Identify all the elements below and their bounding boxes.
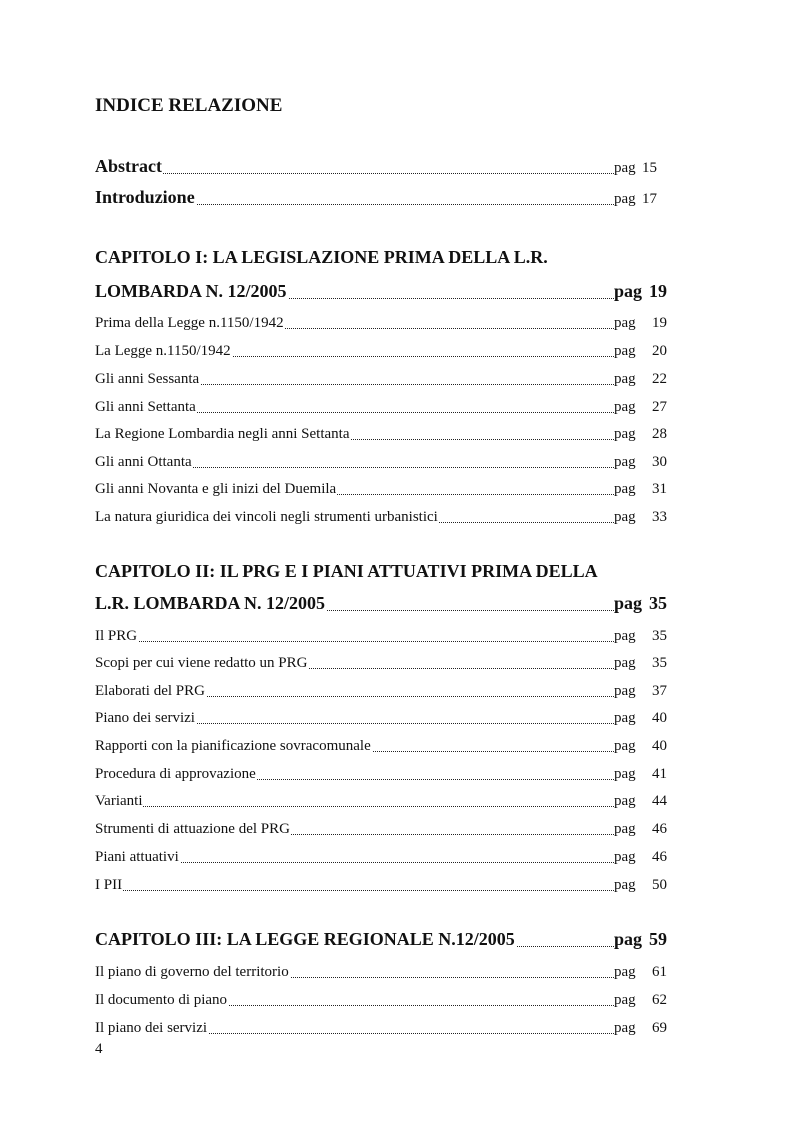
toc-entry-label: La natura giuridica dei vincoli negli strumenti urbanistici [95, 509, 438, 525]
toc-entry-number: 15 [642, 160, 657, 176]
toc-entry-pag: pag [614, 399, 636, 415]
toc-entry-number: 35 [652, 655, 667, 671]
toc-entry-pag: pag [614, 281, 643, 301]
toc-entry-number: 40 [652, 710, 667, 726]
toc-entry [95, 816, 667, 838]
toc-entry-pag: pag [614, 766, 636, 782]
toc-entry [95, 623, 667, 645]
toc-entry [95, 449, 667, 471]
toc-entry [95, 1015, 667, 1037]
dot-leader [95, 890, 614, 891]
toc-entry-label: Varianti [95, 793, 143, 809]
dot-leader [95, 641, 614, 642]
toc-entry-pag: pag [614, 426, 636, 442]
toc-entry-label: Il piano di governo del territorio [95, 964, 289, 980]
toc-entry-label: I PII [95, 877, 123, 893]
toc-entry-pag: pag [614, 1020, 636, 1036]
toc-entry-number: 61 [652, 964, 667, 980]
chapter-2-title-line2: L.R. LOMBARDA N. 12/2005 [95, 593, 326, 613]
toc-entry-pag: pag [614, 929, 643, 949]
toc-entry [95, 338, 667, 360]
toc-entry-number: 35 [649, 593, 667, 613]
toc-entry [95, 366, 667, 388]
toc-entry-label: Il PRG [95, 628, 138, 644]
toc-entry-number: 22 [652, 371, 667, 387]
toc-entry-pag: pag [614, 160, 636, 176]
toc-entry-pag: pag [614, 793, 636, 809]
toc-entry-label: La Legge n.1150/1942 [95, 343, 231, 359]
toc-entry [95, 705, 667, 727]
toc-entry-number: 19 [649, 281, 667, 301]
toc-entry-number: 37 [652, 683, 667, 699]
toc-entry [95, 788, 667, 810]
toc-entry-number: 20 [652, 343, 667, 359]
toc-entry-pag: pag [614, 992, 636, 1008]
toc-entry-pag: pag [614, 315, 636, 331]
toc-entry-number: 44 [652, 793, 667, 809]
toc-entry [95, 761, 667, 783]
toc-entry [95, 476, 667, 498]
toc-entry-pag: pag [614, 738, 636, 754]
toc-entry-introduzione [95, 186, 667, 208]
dot-leader [95, 806, 614, 807]
toc-entry-number: 46 [652, 849, 667, 865]
toc-entry-label: Strumenti di attuazione del PRG [95, 821, 290, 837]
toc-entry-label: Introduzione [95, 187, 195, 207]
chapter-3-title: CAPITOLO III: LA LEGGE REGIONALE N.12/2005 [95, 929, 515, 949]
chapter-1-heading [95, 280, 667, 302]
toc-entry-number: 50 [652, 877, 667, 893]
toc-entry-pag: pag [614, 877, 636, 893]
toc-entry-label: Elaborati del PRG [95, 683, 205, 699]
toc-entry-label: Il piano dei servizi [95, 1020, 208, 1036]
toc-entry-label: Abstract [95, 156, 162, 176]
toc-entry [95, 504, 667, 526]
toc-entry-pag: pag [614, 849, 636, 865]
toc-entry-pag: pag [614, 343, 636, 359]
toc-entry-pag: pag [614, 821, 636, 837]
toc-entry [95, 987, 667, 1009]
toc-entry-number: 33 [652, 509, 667, 525]
toc-entry-pag: pag [614, 964, 636, 980]
toc-entry-pag: pag [614, 509, 636, 525]
toc-entry [95, 844, 667, 866]
toc-entry-label: Gli anni Settanta [95, 399, 196, 415]
chapter-2-heading [95, 592, 667, 614]
toc-entry-number: 28 [652, 426, 667, 442]
toc-entry-number: 35 [652, 628, 667, 644]
toc-entry-label: Piani attuativi [95, 849, 179, 865]
toc-entry-pag: pag [614, 481, 636, 497]
toc-entry-label: Gli anni Ottanta [95, 454, 192, 470]
toc-entry-pag: pag [614, 454, 636, 470]
toc-entry-number: 27 [652, 399, 667, 415]
toc-entry-label: Gli anni Novanta e gli inizi del Duemila [95, 481, 337, 497]
toc-entry-number: 46 [652, 821, 667, 837]
toc-entry-pag: pag [614, 371, 636, 387]
toc-entry-abstract [95, 155, 667, 177]
toc-entry-label: Prima della Legge n.1150/1942 [95, 315, 284, 331]
toc-entry-pag: pag [614, 628, 636, 644]
chapter-3-heading [95, 928, 667, 950]
toc-entry-number: 17 [642, 191, 657, 207]
chapter-2-title-line1: CAPITOLO II: IL PRG E I PIANI ATTUATIVI PRIMA DELLA [95, 561, 598, 581]
toc-entry-label: Gli anni Sessanta [95, 371, 200, 387]
toc-entry-number: 19 [652, 315, 667, 331]
dot-leader [95, 173, 614, 174]
toc-entry-pag: pag [614, 191, 636, 207]
toc-entry-number: 31 [652, 481, 667, 497]
toc-entry-number: 30 [652, 454, 667, 470]
toc-entry-label: Scopi per cui viene redatto un PRG [95, 655, 308, 671]
toc-entry-pag: pag [614, 710, 636, 726]
toc-entry [95, 733, 667, 755]
toc-entry-number: 41 [652, 766, 667, 782]
toc-entry-number: 69 [652, 1020, 667, 1036]
toc-entry [95, 650, 667, 672]
chapter-1-title-line1: CAPITOLO I: LA LEGISLAZIONE PRIMA DELLA L.R. [95, 247, 548, 267]
toc-entry-number: 59 [649, 929, 667, 949]
page-number: 4 [95, 1041, 103, 1057]
chapter-1-title-line2: LOMBARDA N. 12/2005 [95, 281, 287, 301]
toc-entry-label: Il documento di piano [95, 992, 228, 1008]
toc-entry-label: Procedura di approvazione [95, 766, 256, 782]
index-heading: INDICE RELAZIONE [95, 95, 283, 116]
toc-entry [95, 678, 667, 700]
toc-entry [95, 959, 667, 981]
toc-entry [95, 872, 667, 894]
toc-entry-label: La Regione Lombardia negli anni Settanta [95, 426, 350, 442]
toc-entry-pag: pag [614, 593, 643, 613]
toc-entry-label: Piano dei servizi [95, 710, 195, 726]
toc-entry-number: 62 [652, 992, 667, 1008]
toc-entry-number: 40 [652, 738, 667, 754]
toc-entry-pag: pag [614, 683, 636, 699]
toc-entry [95, 394, 667, 416]
toc-entry-label: Rapporti con la pianificazione sovracomunale [95, 738, 371, 754]
toc-entry [95, 310, 667, 332]
toc-entry [95, 421, 667, 443]
toc-entry-pag: pag [614, 655, 636, 671]
